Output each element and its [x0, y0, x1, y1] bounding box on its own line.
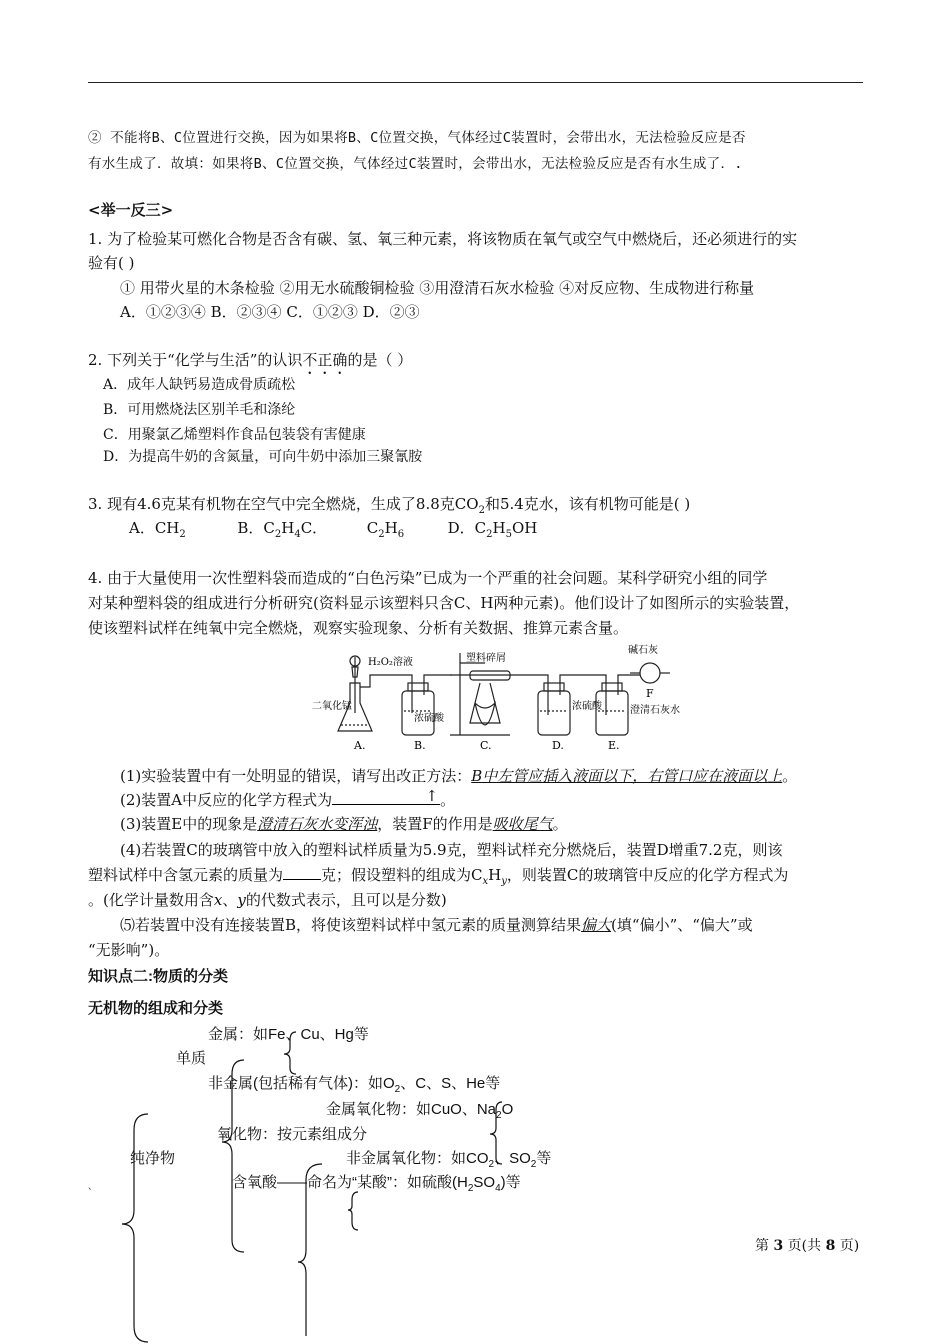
answer-continue-line-2: 有水生成了．故填：如果将B、C位置交换，气体经过C装置时，会带出水，无法检验反应是否有水生成了．.: [88, 156, 743, 172]
page-total: 8: [825, 1238, 836, 1254]
q2-option-b: B．可用燃烧法区别羊毛和涤纶: [103, 402, 296, 418]
q4-sub5-answer: 偏大: [581, 916, 612, 934]
brace-simple: [284, 1032, 296, 1074]
q4-sub3-answer-2: 吸收尾气: [492, 815, 553, 833]
kp2-title: 知识点二:物质的分类: [88, 968, 228, 985]
q2-option-c: C．用聚氯乙烯塑料作食品包装袋有害健康: [103, 427, 366, 443]
classification-braces: [110, 1030, 530, 1344]
tree-simple-substance: 单质: [176, 1050, 207, 1067]
q4-sub4-line-1: (4)若装置C的玻璃管中放入的塑料试样质量为5.9克，塑料试样充分燃烧后，装置D增重7.2克，则该: [120, 841, 783, 859]
tree-oxide: 氧化物：按元素组成分: [217, 1126, 368, 1143]
q4-sub5-line-2: “无影响”)。: [88, 941, 170, 959]
brace-large-mid: [222, 1060, 244, 1252]
page-number: 3: [773, 1238, 784, 1254]
q2-option-a: A．成年人缺钙易造成骨质疏松: [103, 377, 296, 393]
q4-sub2-blank: ↑: [332, 790, 440, 805]
q1-options: A．①②③④ B．②③④ C．①②③ D．②③: [120, 303, 420, 321]
label-b: B.: [414, 739, 426, 752]
q4-sub1-answer: B中左管应插入液面以下，右管口应在液面以上: [471, 767, 783, 785]
label-c: C.: [480, 739, 492, 752]
q4-sub5: ⑸若装置中没有连接装置B，将使该塑料试样中氢元素的质量测算结果偏大(填“偏小”、“偏大”或: [120, 916, 753, 934]
q1-methods: ① 用带火星的木条检验 ②用无水硫酸铜检验 ③用澄清石灰水检验 ④对反应物、生成物进行称量: [120, 279, 755, 297]
page-footer: 第 3 页(共 8 页): [755, 1238, 860, 1254]
label-e: E.: [608, 739, 620, 752]
label-h2o2: H₂O₂溶液: [368, 657, 413, 668]
brace-oxide: [490, 1102, 502, 1164]
tree-metal: 金属：如Fe、Cu、Hg等: [208, 1026, 369, 1043]
label-mno2: 二氧化锰: [312, 701, 352, 712]
q3-option-a: A．$CH_2$: [129, 519, 186, 540]
q4-sub3: (3)装置E中的现象是澄清石灰水变浑浊，装置F的作用是吸收尾气。: [120, 815, 568, 833]
q3-stem: 3. 现有4.6克某有机物在空气中完全燃烧，生成了8.8克$CO_2$和5.4克水，该有机物可能是( ): [88, 495, 691, 516]
q2-option-d: D．为提高牛奶的含氮量，可向牛奶中添加三聚氰胺: [103, 449, 423, 465]
q3-option-b: B．$C_2H_4C$．: [237, 519, 328, 540]
label-f: F: [646, 687, 654, 700]
label-plastic: 塑料碎屑: [466, 653, 506, 664]
label-d-acid: 浓硫酸: [572, 701, 602, 712]
tree-nonmetal: 非金属(包括稀有气体)：如$O_2$、C、S、He等: [208, 1075, 501, 1095]
q4-stem-line-2: 对某种塑料袋的组成进行分析研究(资料显示该塑料只含C、H两种元素)。他们设计了如图所示的实验装置，: [88, 594, 800, 612]
header-rule: [88, 82, 863, 83]
tree-oxyacid: 含氧酸——命名为“某酸”：如硫酸$(H_2SO_4)$等: [232, 1174, 521, 1194]
label-b-acid: 浓硫酸: [414, 713, 444, 724]
q3-option-d: D．$C_2H_5OH$: [447, 519, 538, 540]
q4-stem-line-1: 4. 由于大量使用一次性塑料袋而造成的“白色污染”已成为一个严重的社会问题。某科学研究小组的同学: [88, 569, 768, 587]
q4-sub4-blank: [283, 865, 321, 880]
answer-continue-line-1: ② 不能将B、C位置进行交换，因为如果将B、C位置交换，气体经过C装置时，会带出水，无法检验反应是否: [88, 130, 746, 146]
label-lime: 碱石灰: [628, 645, 658, 656]
label-d: D.: [552, 739, 564, 752]
q4-sub4-line-2: 塑料试样中含氢元素的质量为 克；假设塑料的组成为$C_xH_y$，则装置C的玻璃管中反应的化学方程式为: [88, 866, 789, 887]
section-label: <举一反三>: [88, 201, 174, 219]
q4-sub1: (1)实验装置中有一处明显的错误，请写出改正方法：B中左管应插入液面以下，右管口应在液面以上。: [120, 767, 798, 785]
tree-nonmetal-oxide: 非金属氧化物：如$CO_2$、$SO_2$等: [346, 1150, 552, 1170]
tree-pure-substance: 纯净物: [130, 1150, 176, 1167]
q1-stem-line-1: 1. 为了检验某可燃化合物是否含有碳、氢、氧三种元素，将该物质在氧气或空气中燃烧后，还必须进行的实: [88, 230, 798, 248]
q3-options: [129, 517, 537, 539]
q3-option-c: $C_2H_6$: [366, 519, 405, 540]
q1-stem-line-2: 验有( ): [88, 254, 135, 272]
q2-emphasis: 不正确: [302, 351, 348, 369]
q4-sub3-answer-1: 澄清石灰水变浑浊: [257, 815, 378, 833]
q4-stem-line-3: 使该塑料试样在纯氧中完全燃烧，观察实验现象、分析有关数据、推算元素含量。: [88, 619, 629, 637]
tree-metal-oxide: 金属氧化物：如CuO、$Na_2O$: [326, 1101, 514, 1121]
brace-oxyacid: [348, 1192, 358, 1230]
q4-sub2: (2)装置A中反应的化学方程式为 ↑ 。: [120, 787, 456, 809]
label-a: A.: [354, 739, 366, 752]
inorganic-title: 无机物的组成和分类: [88, 1000, 224, 1017]
apparatus-figure: [310, 643, 690, 755]
brace-acid: [298, 1164, 322, 1336]
brace-pure: [122, 1114, 148, 1342]
q2-stem: 2. 下列关于“化学与生活”的认识不正确的是（ ）: [88, 351, 413, 369]
tree-small-mark: 、: [88, 1181, 98, 1191]
label-e-lime: 澄清石灰水: [630, 705, 680, 716]
q4-sub4-line-3: 。(化学计量数用含x、y的代数式表示，且可以是分数): [88, 891, 447, 909]
